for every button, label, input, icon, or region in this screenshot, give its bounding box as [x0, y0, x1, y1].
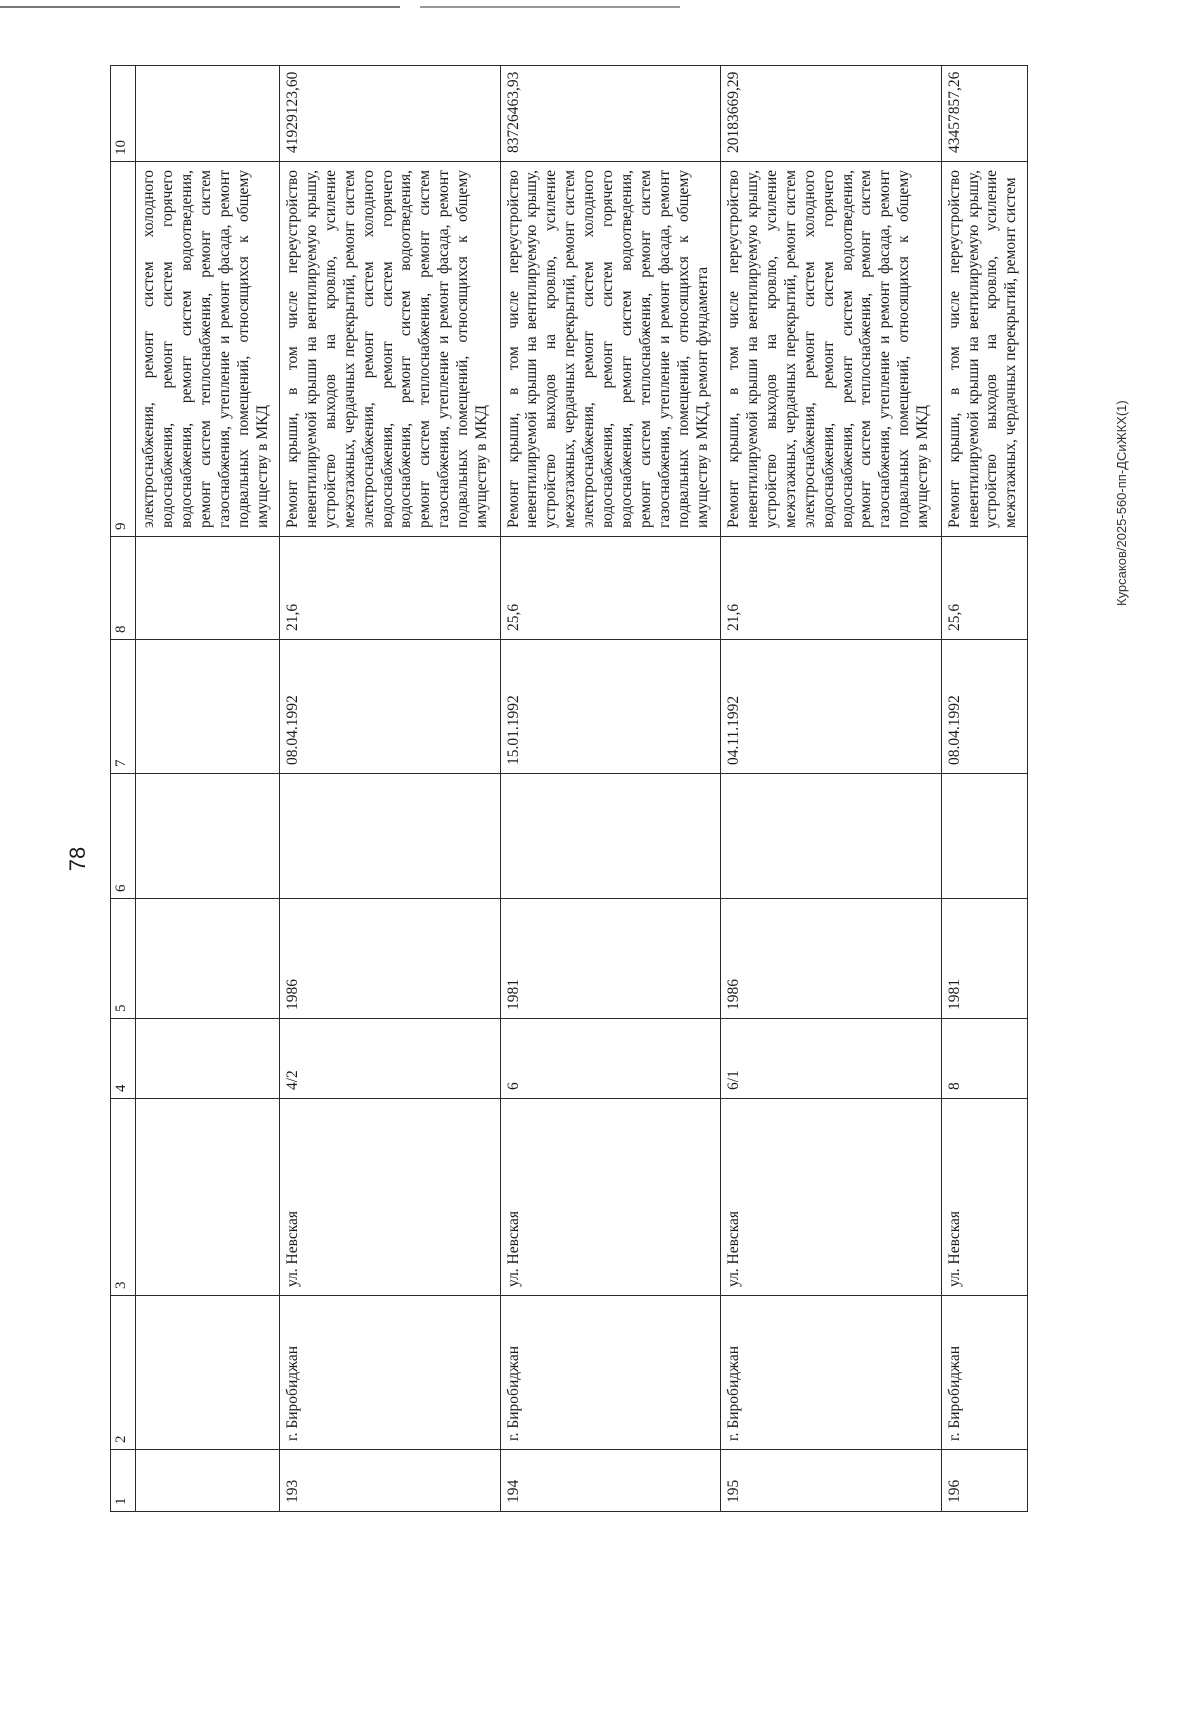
works-table-container	[110, 66, 1028, 1512]
date-cell: 04.11.1992	[721, 640, 942, 774]
cost-cell: 41929123,60	[280, 66, 501, 162]
works-description: Ремонт крыши, в том числе переустройство невентилируемой крыши на вентилируемую крышу, устройство выходов на кровлю, усиление межэтажных, чердачных перекрытий, ремонт систем	[941, 162, 1027, 537]
column-8-cell: 25,6	[941, 537, 1027, 640]
column-number-header: 1	[111, 1450, 136, 1512]
column-6-cell	[280, 774, 501, 899]
date-cell: 08.04.1992	[941, 640, 1027, 774]
column-number-header: 5	[111, 899, 136, 1019]
year-cell: 1986	[721, 899, 942, 1019]
table-row	[500, 66, 721, 1512]
year-cell: 1981	[500, 899, 721, 1019]
works-table	[110, 65, 1028, 1512]
table-row	[280, 66, 501, 1512]
works-description: Ремонт крыши, в том числе переустройство невентилируемой крыши на вентилируемую крышу, устройство выходов на кровлю, усиление межэтажных, чердачных перекрытий, ремонт систем электроснабжения, ремонт систем холодного водоснабжения, ремонт систем горячего водоснабжения, ремонт систем водоотведения, ремонт систем теплоснабжения, ремонт систем газоснабжения, утепление и ремонт фасада, ремонт подвальных помещений, относящихся к общему имуществу в МКД, ремонт фундамента	[500, 162, 721, 537]
row-number: 194	[500, 1450, 721, 1512]
city-cell: г. Биробиджан	[721, 1296, 942, 1450]
column-8-cell: 21,6	[721, 537, 942, 640]
row-number: 195	[721, 1450, 942, 1512]
date-cell: 08.04.1992	[280, 640, 501, 774]
row-number: 193	[280, 1450, 501, 1512]
column-number-header: 4	[111, 1019, 136, 1099]
year-cell: 1986	[280, 899, 501, 1019]
continuation-row	[136, 66, 280, 1512]
column-number-header: 10	[111, 66, 136, 162]
column-6-cell	[941, 774, 1027, 899]
works-description: Ремонт крыши, в том числе переустройство невентилируемой крыши на вентилируемую крышу, устройство выходов на кровлю, усиление межэтажных, чердачных перекрытий, ремонт систем электроснабжения, ремонт систем холодного водоснабжения, ремонт систем горячего водоснабжения, ремонт систем водоотведения, ремонт систем теплоснабжения, ремонт систем газоснабжения, утепление и ремонт фасада, ремонт подвальных помещений, относящихся к общему имуществу в МКД	[721, 162, 942, 537]
column-6-cell	[721, 774, 942, 899]
column-number-header: 8	[111, 537, 136, 640]
column-6-cell	[500, 774, 721, 899]
house-number-cell: 8	[941, 1019, 1027, 1099]
year-cell: 1981	[941, 899, 1027, 1019]
column-8-cell: 25,6	[500, 537, 721, 640]
scan-edge-line	[420, 6, 680, 8]
page-number: 78	[65, 846, 91, 872]
street-cell: ул. Невская	[280, 1099, 501, 1296]
house-number-cell: 4/2	[280, 1019, 501, 1099]
street-cell: ул. Невская	[941, 1099, 1027, 1296]
cost-cell: 83726463,93	[500, 66, 721, 162]
table-row	[721, 66, 942, 1512]
column-number-header: 2	[111, 1296, 136, 1450]
row-number: 196	[941, 1450, 1027, 1512]
date-cell: 15.01.1992	[500, 640, 721, 774]
column-number-header: 9	[111, 162, 136, 537]
column-number-header: 3	[111, 1099, 136, 1296]
city-cell: г. Биробиджан	[500, 1296, 721, 1450]
city-cell: г. Биробиджан	[941, 1296, 1027, 1450]
works-table-rotated	[110, 66, 1028, 1512]
column-number-header: 6	[111, 774, 136, 899]
column-number-header: 7	[111, 640, 136, 774]
table-row	[941, 66, 1027, 1512]
house-number-cell: 6/1	[721, 1019, 942, 1099]
works-description: электроснабжения, ремонт систем холодного водоснабжения, ремонт систем горячего водоснабжения, ремонт систем водоотведения, ремонт систем теплоснабжения, ремонт систем газоснабжения, утепление и ремонт фасада, ремонт подвальных помещений, относящихся к общему имуществу в МКД	[136, 162, 280, 537]
table-header-row	[111, 66, 136, 1512]
column-8-cell: 21,6	[280, 537, 501, 640]
house-number-cell: 6	[500, 1019, 721, 1099]
street-cell: ул. Невская	[500, 1099, 721, 1296]
scan-edge-line	[0, 6, 400, 8]
city-cell: г. Биробиджан	[280, 1296, 501, 1450]
cost-cell: 43457857,26	[941, 66, 1027, 162]
street-cell: ул. Невская	[721, 1099, 942, 1296]
works-description: Ремонт крыши, в том числе переустройство невентилируемой крыши на вентилируемую крышу, устройство выходов на кровлю, усиление межэтажных, чердачных перекрытий, ремонт систем электроснабжения, ремонт систем холодного водоснабжения, ремонт систем горячего водоснабжения, ремонт систем водоотведения, ремонт систем теплоснабжения, ремонт систем газоснабжения, утепление и ремонт фасада, ремонт подвальных помещений, относящихся к общему имуществу в МКД	[280, 162, 501, 537]
cost-cell: 20183669,29	[721, 66, 942, 162]
document-footer: Курсаков/2025-560-пп-ДСиЖКХ(1)	[1114, 400, 1129, 606]
